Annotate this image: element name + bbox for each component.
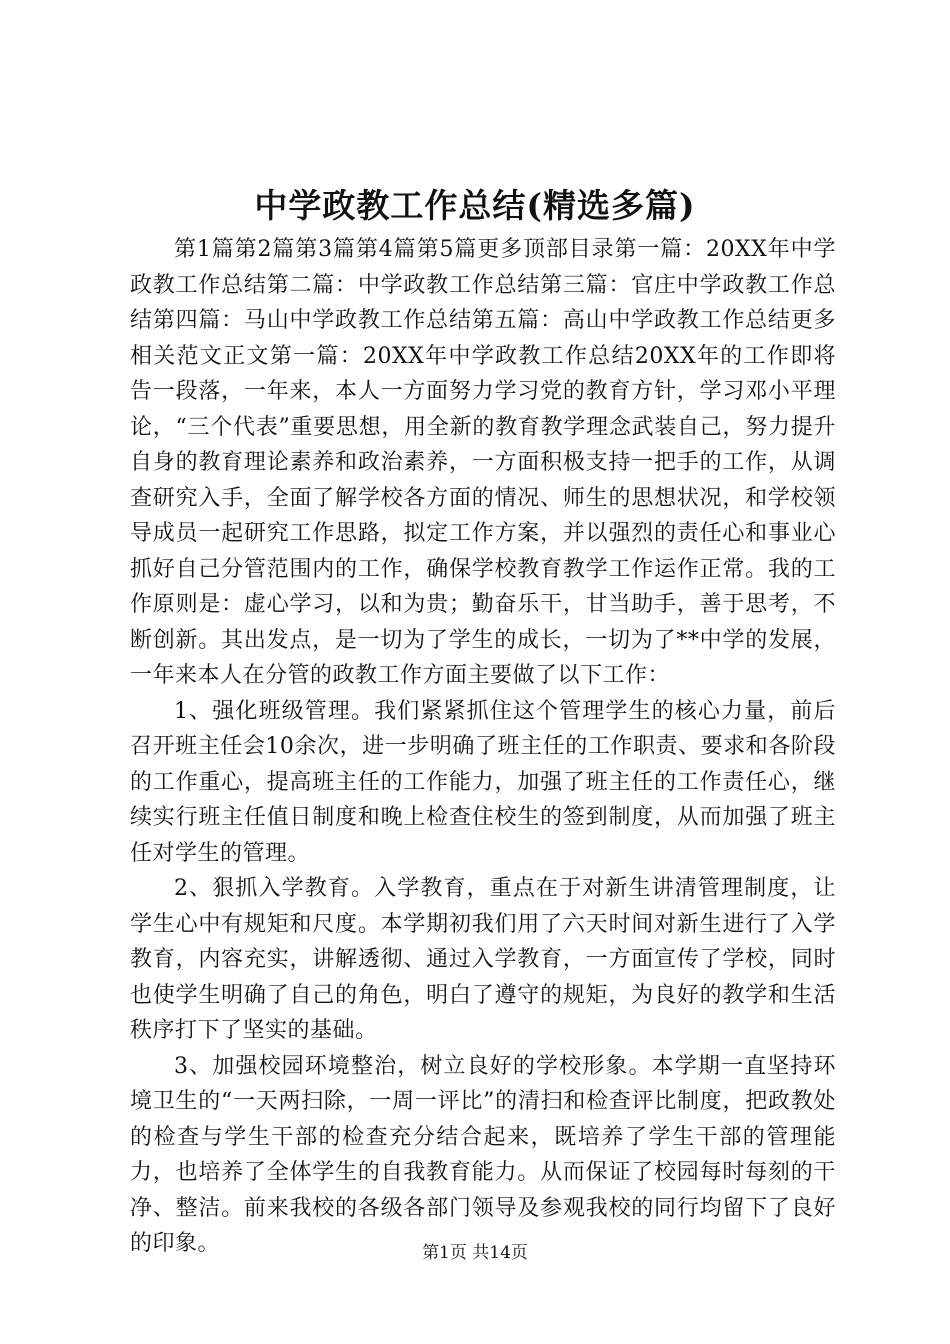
page-number-footer: 第1页 共14页 — [422, 1243, 528, 1263]
paragraph-campus-environment: 3、加强校园环境整治，树立良好的学校形象。本学期一直坚持环境卫生的“一天两扫除，一周一评比”的清扫和检查评比制度，把政教处的检查与学生干部的检查充分结合起来，既培养了学生干部的管理能力，也培养了全体学生的自我教育能力。从而保证了校园每时每刻的干净、整洁。前来我校的各级各部门领导及参观我校的同行均留下了良好的印象。 — [130, 1053, 836, 1256]
paragraph-intro: 第1篇第2篇第3篇第4篇第5篇更多顶部目录第一篇：20XX年中学政教工作总结第二篇：中学政教工作总结第三篇：官庄中学政教工作总结第四篇：马山中学政教工作总结第五篇：高山中学政教工作总结更多相关范文正文第一篇：20XX年中学政教工作总结20XX年的工作即将告一段落，一年来，本人一方面努力学习党的教育方针，学习邓小平理论，“三个代表”重要思想，用全新的教育教学理念武装自己，努力提升自身的教育理论素养和政治素养，一方面积极支持一把手的工作，从调查研究入手，全面了解学校各方面的情况、师生的思想状况，和学校领导成员一起研究工作思路，拟定工作方案，并以强烈的责任心和事业心抓好自己分管范围内的工作，确保学校教育教学工作运作正常。我的工作原则是：虚心学习，以和为贵；勤奋乐干，甘当助手，善于思考，不断创新。其出发点，是一切为了学生的成长，一切为了**中学的发展，一年来本人在分管的政教工作方面主要做了以下工作： — [130, 237, 836, 688]
paragraph-enrollment-education: 2、狠抓入学教育。入学教育，重点在于对新生讲清管理制度，让学生心中有规矩和尺度。本学期初我们用了六天时间对新生进行了入学教育，内容充实，讲解透彻、通过入学教育，一方面宣传了学校，同时也使学生明确了自己的角色，明白了遵守的规矩，为良好的教学和生活秩序打下了坚实的基础。 — [130, 876, 836, 1043]
paragraph-class-management: 1、强化班级管理。我们紧紧抓住这个管理学生的核心力量，前后召开班主任会10余次，进一步明确了班主任的工作职责、要求和各阶段的工作重心，提高班主任的工作能力，加强了班主任的工作责任心，继续实行班主任值日制度和晚上检查住校生的签到制度，从而加强了班主任对学生的管理。 — [130, 698, 836, 866]
document-body — [130, 232, 836, 1262]
document-title: 中学政教工作总结(精选多篇) — [254, 186, 696, 225]
